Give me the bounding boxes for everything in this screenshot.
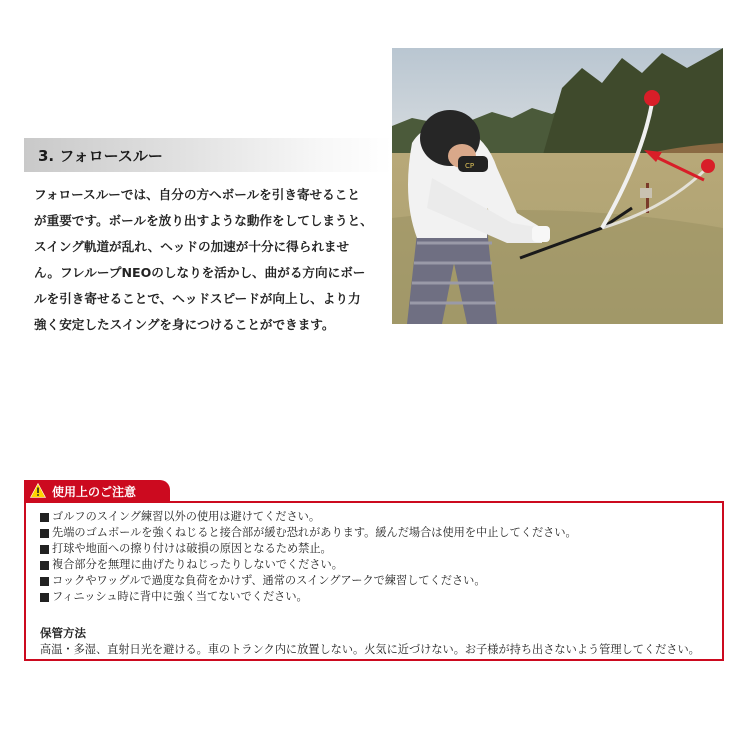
caution-item: コックやワッグルで過度な負荷をかけず、通常のスイングアークで練習してください。 [40,573,577,589]
glove [532,226,550,242]
post-sign [640,188,652,198]
warning-triangle-icon [30,483,46,498]
body-line: 強く安定したスイングを身につけることができます。 [34,317,335,332]
body-line: ん。フレループNEOのしなりを活かし、曲がる方向にボー [34,265,366,280]
golf-swing-photo [392,48,723,324]
bullet-square-icon [40,561,49,570]
caution-box [24,501,724,661]
caution-tab [24,480,170,502]
storage-text: 高温・多湿、直射日光を避ける。車のトランク内に放置しない。火気に近づけない。お子様が持ち出さないよう管理してください。 [40,643,700,656]
caution-list [40,509,577,605]
trainer-ball [644,90,660,106]
storage-heading: 保管方法 [40,626,86,640]
bullet-square-icon [40,529,49,538]
section-header [24,138,392,172]
trainer-ball-ghost [701,159,715,173]
section-title: 3. フォロースルー [38,147,163,165]
bullet-square-icon [40,577,49,586]
caution-title: 使用上のご注意 [52,485,137,499]
body-line: フォロースルーでは、自分の方へボールを引き寄せること [34,187,360,202]
bullet-square-icon [40,545,49,554]
bullet-square-icon [40,513,49,522]
caution-item: フィニッシュ時に背中に強く当てないでください。 [40,589,577,605]
cap-text: CP [465,162,475,170]
caution-item: 複合部分を無理に曲げたりねじったりしないでください。 [40,557,577,573]
caution-item: 打球や地面への擦り付けは破損の原因となるため禁止。 [40,541,577,557]
caution-item: 先端のゴムボールを強くねじると接合部が緩む恐れがあります。緩んだ場合は使用を中止してください。 [40,525,577,541]
body-line: スイング軌道が乱れ、ヘッドの加速が十分に得られませ [34,239,350,254]
bullet-square-icon [40,593,49,602]
caution-item: ゴルフのスイング練習以外の使用は避けてください。 [40,509,577,525]
body-line: が重要です。ボールを放り出すような動作をしてしまうと、 [34,213,373,228]
section-body [34,182,384,338]
body-line: ルを引き寄せることで、ヘッドスピードが向上し、より力 [34,291,361,306]
